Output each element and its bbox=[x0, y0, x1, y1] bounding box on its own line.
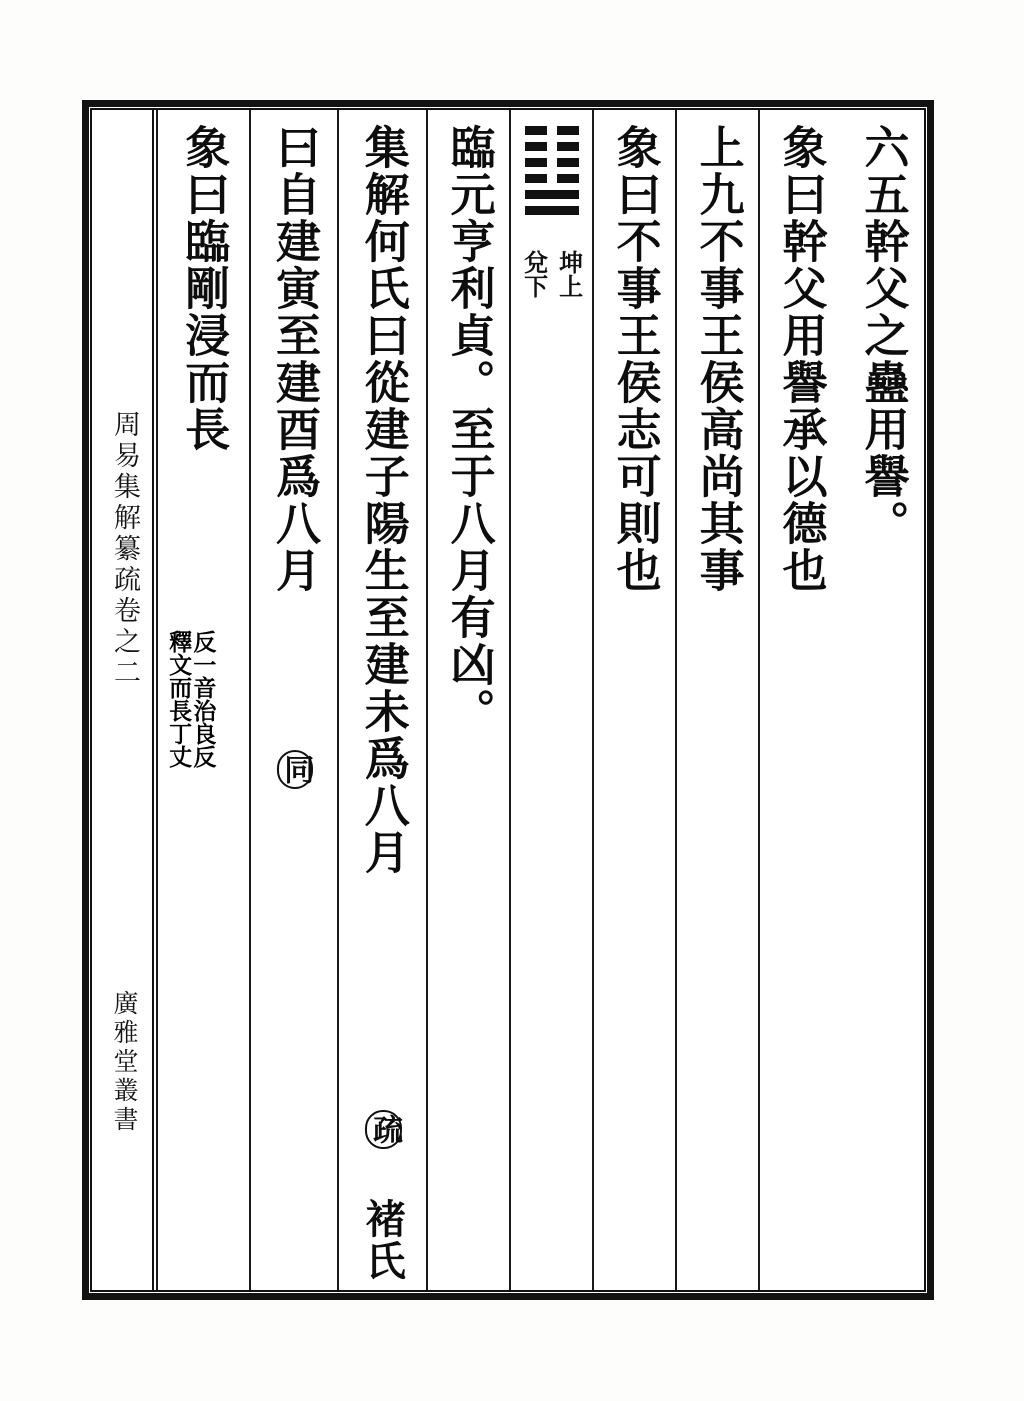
hexagram-line-solid bbox=[524, 206, 580, 215]
fold-strip-series: 廣雅堂叢書 bbox=[110, 990, 139, 1135]
column-text: 象曰幹父用譽承以德也 bbox=[774, 124, 828, 594]
column-text: 上九不事王侯高尚其事 bbox=[691, 124, 745, 594]
fold-strip-title: 周易集解纂疏卷之二 bbox=[109, 410, 140, 689]
column-annotation: 同 bbox=[277, 750, 314, 789]
annotation-col-right: 釋文而長丁丈 bbox=[165, 630, 193, 768]
text-column-7 bbox=[337, 110, 426, 1290]
text-column-5-hexagram bbox=[509, 110, 592, 1290]
hexagram-line-broken bbox=[524, 126, 580, 135]
hexagram-lin-diagram bbox=[524, 126, 580, 222]
hexagram-line-broken bbox=[524, 174, 580, 183]
hexagram-line-broken bbox=[524, 142, 580, 151]
hexagram-line-solid bbox=[524, 190, 580, 199]
column-text: 集解何氏曰從建子陽生至建未爲八月 bbox=[356, 124, 410, 876]
text-column-1 bbox=[841, 110, 924, 1290]
annotation-col-left: 反一音治良反 bbox=[189, 630, 217, 768]
column-double-annotation bbox=[165, 630, 217, 768]
column-text: 曰自建寅至建酉爲八月 bbox=[267, 124, 321, 594]
hexagram-trigram-labels bbox=[517, 250, 587, 298]
column-text: 象曰臨剛浸而長 bbox=[177, 124, 231, 453]
column-text: 象曰不事王侯志可則也 bbox=[608, 124, 662, 594]
lower-trigram-label: 兌下 bbox=[519, 250, 549, 298]
text-column-9 bbox=[156, 110, 249, 1290]
text-column-3 bbox=[675, 110, 758, 1290]
upper-trigram-label: 坤上 bbox=[554, 250, 584, 298]
column-annotation: 疏 bbox=[365, 1110, 402, 1149]
text-column-8 bbox=[249, 110, 338, 1290]
fold-strip bbox=[92, 110, 154, 1290]
column-signature: 褚氏 bbox=[359, 1198, 407, 1282]
column-text: 臨元亨利貞。至于八月有凶。 bbox=[442, 124, 496, 735]
text-column-6 bbox=[426, 110, 509, 1290]
hexagram-line-broken bbox=[524, 158, 580, 167]
text-column-4 bbox=[592, 110, 675, 1290]
text-columns bbox=[156, 110, 924, 1290]
column-text: 六五幹父之蠱用譽。 bbox=[856, 124, 910, 547]
text-column-2 bbox=[758, 110, 841, 1290]
